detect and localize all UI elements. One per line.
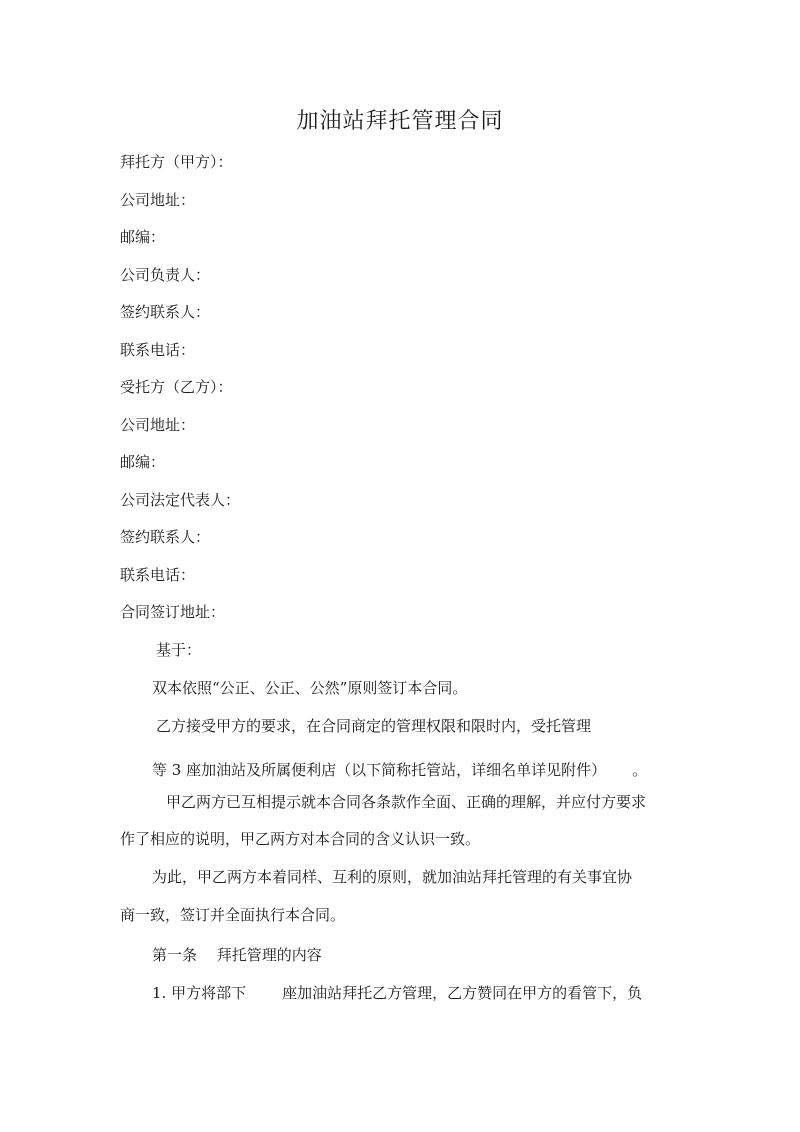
paragraph-mutual-line2: 作了相应的说明，甲乙两方对本合同的含义认识一致。 — [120, 830, 481, 848]
based-on: 基于： — [156, 641, 202, 659]
paragraph-stations-period: 。 — [632, 761, 648, 779]
party-b-legal-rep: 公司法定代表人： — [120, 491, 241, 509]
paragraph-accept: 乙方接受甲方的要求，在合同商定的管理权限和限时内，受托管理 — [156, 717, 592, 735]
paragraph-principle: 双本依照“公正、公正、公然”原则签订本合同。 — [152, 679, 468, 697]
party-b-contact: 签约联系人： — [120, 528, 211, 546]
document-title: 加油站拜托管理合同 — [296, 109, 504, 134]
party-a-principal: 公司负责人： — [120, 266, 211, 284]
article-1-title: 第一条 拜托管理的内容 — [152, 946, 322, 964]
party-a-label: 拜托方（甲方）： — [120, 153, 233, 171]
sign-place: 合同签订地址： — [120, 603, 226, 621]
paragraph-purpose-line2: 商一致，签订并全面执行本合同。 — [120, 906, 346, 924]
paragraph-purpose-line1: 为此，甲乙两方本着同样、互利的原则，就加油站拜托管理的有关事宜协 — [152, 868, 633, 886]
item-1-lead: 1. 甲方将部下 — [152, 984, 247, 1002]
paragraph-stations-text: 等 3 座加油站及所属便利店（以下简称托管站，详细名单详见附件） — [152, 761, 607, 779]
party-a-address: 公司地址： — [120, 191, 196, 209]
party-b-label: 受托方（乙方）： — [120, 378, 233, 396]
party-b-postcode: 邮编： — [120, 453, 166, 471]
paragraph-stations — [152, 760, 647, 780]
party-a-phone: 联系电话： — [120, 341, 196, 359]
paragraph-mutual-line1: 甲乙两方已互相提示就本合同各条款作全面、正确的理解，并应付方要求 — [166, 793, 647, 811]
party-b-address: 公司地址： — [120, 416, 196, 434]
item-1-rest: 座加油站拜托乙方管理，乙方赞同在甲方的看管下，负 — [282, 984, 643, 1002]
party-b-phone: 联系电话： — [120, 566, 196, 584]
article-1-item-1 — [152, 983, 642, 1003]
party-a-contact: 签约联系人： — [120, 303, 211, 321]
party-a-postcode: 邮编： — [120, 228, 166, 246]
